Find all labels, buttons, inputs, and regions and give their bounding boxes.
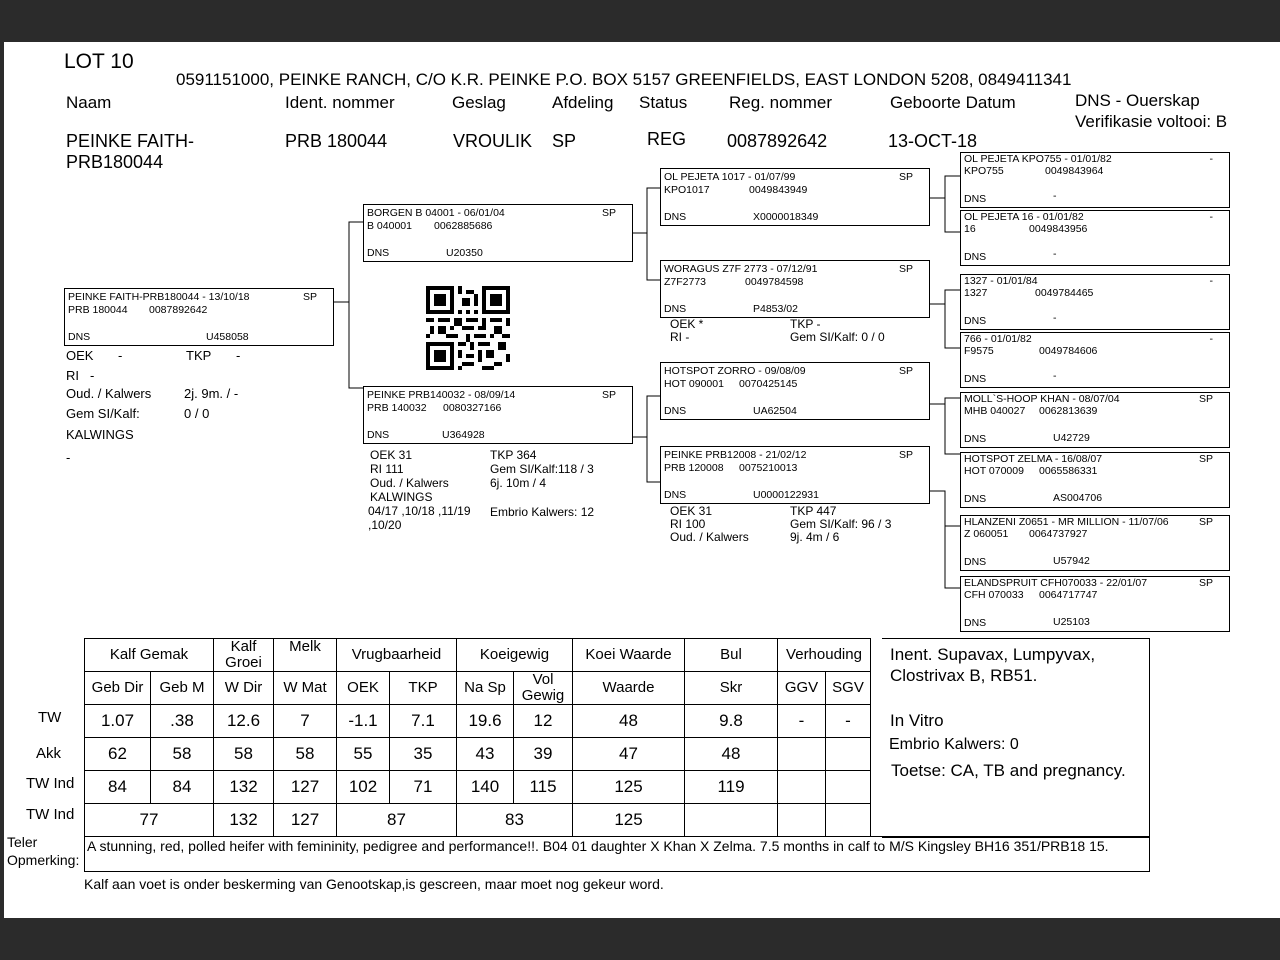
dam-age-label: Oud. / Kalwers xyxy=(370,476,449,490)
great-grandparent-box xyxy=(960,152,1230,208)
ggp-dns-label: DNS xyxy=(964,315,987,327)
great-grandparent-box xyxy=(960,210,1230,266)
subject-age-label: Oud. / Kalwers xyxy=(66,386,152,401)
subject-oek-value: - xyxy=(118,348,123,363)
dam-age-value: 6j. 10m / 4 xyxy=(490,476,547,490)
cell-akk xyxy=(778,738,826,771)
note-embrio: Embrio Kalwers: 0 xyxy=(889,736,1019,753)
gp-dam-age-value: 9j. 4m / 6 xyxy=(790,530,840,544)
subject-age-value: 2j. 9m. / - xyxy=(184,386,239,401)
animal-afdeling: SP xyxy=(552,131,577,151)
breeding-values-table xyxy=(84,638,871,837)
cell-tw-ind xyxy=(778,771,826,804)
gp-reg: 0049784598 xyxy=(745,276,804,288)
gp-ident: Z7F2773 xyxy=(664,276,707,288)
cell-tw-ind: 71 xyxy=(390,771,457,804)
animal-geslag: VROULIK xyxy=(453,131,533,151)
ggp-reg: 0049843964 xyxy=(1045,165,1104,177)
group-melk: Melk xyxy=(274,639,337,672)
ggp-division: SP xyxy=(1198,453,1213,465)
gp-reg: 0049843949 xyxy=(749,184,808,196)
ggp-reg: 0064717747 xyxy=(1039,589,1098,601)
table-row-tw xyxy=(85,705,871,738)
cell-tw-ind-combined: 125 xyxy=(573,804,685,837)
ggp-division: SP xyxy=(1198,393,1213,405)
gp-dns-value: P4853/02 xyxy=(753,303,798,315)
cell-tw-ind-combined xyxy=(685,804,778,837)
cell-tw-ind: 127 xyxy=(274,771,337,804)
cell-tw: 7 xyxy=(274,705,337,738)
grandparent-box xyxy=(660,362,930,420)
subject-tkp-value: - xyxy=(236,348,241,363)
grandparent-box xyxy=(660,260,930,318)
great-grandparent-box xyxy=(960,452,1230,508)
header-ident: Ident. nommer xyxy=(285,93,395,112)
subject-ri-value: - xyxy=(90,368,95,383)
cell-akk: 55 xyxy=(337,738,390,771)
col-skr: Skr xyxy=(685,672,778,705)
cell-tw-ind-combined: 77 xyxy=(85,804,214,837)
sire-dns-label: DNS xyxy=(367,247,390,259)
row-label-tw: TW xyxy=(38,709,62,726)
group-bul: Bul xyxy=(685,639,778,672)
cell-tw-ind-combined xyxy=(778,804,826,837)
subject-division: SP xyxy=(302,291,317,303)
cell-tw-ind: 84 xyxy=(85,771,151,804)
ggp-reg: 0064737927 xyxy=(1029,528,1088,540)
col-na-sp: Na Sp xyxy=(457,672,514,705)
cell-tw-ind: 125 xyxy=(573,771,685,804)
header-dns: DNS - Ouerskap xyxy=(1075,91,1200,110)
sire-dns-value: U20350 xyxy=(446,247,483,259)
ggp-reg: 0065586331 xyxy=(1039,465,1098,477)
dam-reg: 0080327166 xyxy=(443,402,502,414)
subject-gem-value: 0 / 0 xyxy=(184,406,210,421)
gp-dam-age-label: Oud. / Kalwers xyxy=(670,530,749,544)
header-reg: Reg. nommer xyxy=(729,93,832,112)
ggp-dns-value: U57942 xyxy=(1053,555,1090,567)
header-status: Status xyxy=(639,93,688,112)
cell-tw: - xyxy=(778,705,826,738)
col-geb-m: Geb M xyxy=(151,672,214,705)
grandparent-box xyxy=(660,168,930,226)
animal-name-line2: PRB180044 xyxy=(66,152,164,172)
row-label-akk: Akk xyxy=(36,745,62,762)
col-oek: OEK xyxy=(337,672,390,705)
gp-dns-label: DNS xyxy=(664,489,687,501)
ggp-dns-value: - xyxy=(1053,312,1057,324)
subject-ri-label: RI xyxy=(66,368,79,383)
gp-dns-label: DNS xyxy=(664,211,687,223)
cell-tw-ind: 115 xyxy=(514,771,573,804)
ggp-title: HOTSPOT ZELMA - 16/08/07 xyxy=(964,453,1103,465)
animal-ident: PRB 180044 xyxy=(285,131,388,151)
subject-kalwings-label: KALWINGS xyxy=(66,427,134,442)
gp-ident: KPO1017 xyxy=(664,184,710,196)
cell-tw-ind: 84 xyxy=(151,771,214,804)
cell-akk: 39 xyxy=(514,738,573,771)
cell-akk: 58 xyxy=(214,738,274,771)
ggp-title: OL PEJETA KPO755 - 01/01/82 xyxy=(964,153,1112,165)
dam-ri: RI 111 xyxy=(370,462,404,476)
ggp-division: - xyxy=(1209,275,1213,287)
sire-reg: 0062885686 xyxy=(434,220,493,232)
header-naam: Naam xyxy=(66,93,112,112)
ggp-ident: 1327 xyxy=(964,287,988,299)
gp-title: HOTSPOT ZORRO - 09/08/09 xyxy=(664,365,806,377)
note-inent-line2: Clostrivax B, RB51. xyxy=(890,666,1038,685)
cell-tw: 19.6 xyxy=(457,705,514,738)
notes-panel xyxy=(882,638,1150,838)
great-grandparent-box xyxy=(960,332,1230,388)
group-verhouding: Verhouding xyxy=(778,639,871,672)
header-dns-verify: Verifikasie voltooi: B xyxy=(1075,112,1228,131)
header-geslag: Geslag xyxy=(452,93,506,112)
subject-dns-label: DNS xyxy=(68,331,91,343)
header-afdeling: Afdeling xyxy=(552,93,614,112)
pedigree-sheet xyxy=(4,42,1280,918)
gp-ident: PRB 120008 xyxy=(664,462,724,474)
dam-dns-value: U364928 xyxy=(442,429,485,441)
cell-akk: 47 xyxy=(573,738,685,771)
animal-reg: 0087892642 xyxy=(727,131,828,151)
sire-title: BORGEN B 04001 - 06/01/04 xyxy=(367,207,505,219)
cell-tw-ind-combined: 132 xyxy=(214,804,274,837)
dam-oek: OEK 31 xyxy=(370,448,413,462)
cell-akk: 58 xyxy=(151,738,214,771)
viewer-bottom-bar xyxy=(0,918,1280,960)
ggp-division: - xyxy=(1209,153,1213,165)
ggp-division: SP xyxy=(1198,577,1213,589)
footer-note: Kalf aan voet is onder beskerming van Genootskap,is gescreen, maar moet nog gekeur word. xyxy=(84,876,664,892)
subject-pedigree-box xyxy=(64,288,334,346)
opmerking-label: Opmerking: xyxy=(7,852,80,868)
dam-title: PEINKE PRB140032 - 08/09/14 xyxy=(367,389,516,401)
dam-kalwings-label: KALWINGS xyxy=(370,490,433,504)
gp-division: SP xyxy=(898,263,913,275)
subject-dns-value: U458058 xyxy=(206,331,249,343)
lot-number: LOT 10 xyxy=(64,50,134,73)
gp-dns-label: DNS xyxy=(664,405,687,417)
ggp-dns-value: - xyxy=(1053,370,1057,382)
cell-akk: 58 xyxy=(274,738,337,771)
ggp-dns-value: - xyxy=(1053,190,1057,202)
ggp-dns-value: AS004706 xyxy=(1053,492,1103,504)
ggp-reg: 0049784606 xyxy=(1039,345,1098,357)
breeder-remark: A stunning, red, polled heifer with femininity, pedigree and performance!!. B04 01 daughter X Khan X Zelma. 7.5 months in calf to M/S Kingsley BH16 351/PRB18 15. xyxy=(84,836,1150,872)
table-row-tw-ind xyxy=(85,771,871,804)
gp-division: SP xyxy=(898,171,913,183)
dam-pedigree-box xyxy=(363,386,633,444)
dam-ident: PRB 140032 xyxy=(367,402,427,414)
ggp-ident: CFH 070033 xyxy=(964,589,1024,601)
table-row-tw-ind-combined xyxy=(85,804,871,837)
note-toetse: Toetse: CA, TB and pregnancy. xyxy=(891,761,1126,780)
ggp-dns-label: DNS xyxy=(964,617,987,629)
ggp-dns-label: DNS xyxy=(964,493,987,505)
gp-dns-value: X0000018349 xyxy=(753,211,819,223)
cell-tw: 12 xyxy=(514,705,573,738)
cell-tw-ind-combined: 127 xyxy=(274,804,337,837)
cell-tw-ind: 132 xyxy=(214,771,274,804)
subject-tkp-label: TKP xyxy=(186,348,212,363)
ggp-ident: MHB 040027 xyxy=(964,405,1026,417)
ggp-title: HLANZENI Z0651 - MR MILLION - 11/07/06 xyxy=(964,516,1169,528)
viewer-top-bar xyxy=(0,0,1280,42)
subject-oek-label: OEK xyxy=(66,348,94,363)
cell-akk xyxy=(826,738,871,771)
cell-akk: 35 xyxy=(390,738,457,771)
animal-name-line1: PEINKE FAITH- xyxy=(66,131,195,151)
ggp-ident: Z 060051 xyxy=(964,528,1009,540)
cell-tw: 9.8 xyxy=(685,705,778,738)
great-grandparent-box xyxy=(960,515,1230,571)
dam-kalwings-dates2: ,10/20 xyxy=(368,518,402,532)
cell-tw: - xyxy=(826,705,871,738)
subject-ident: PRB 180044 xyxy=(68,304,128,316)
cell-empty xyxy=(826,804,871,837)
qr-code-icon xyxy=(424,286,512,370)
note-inent-line1: Inent. Supavax, Lumpyvax, xyxy=(890,645,1096,664)
ggp-dns-value: U25103 xyxy=(1053,616,1090,628)
sire-division: SP xyxy=(601,207,616,219)
gp-dns-value: U0000122931 xyxy=(753,489,819,501)
dam-gem: Gem SI/Kalf:118 / 3 xyxy=(490,462,594,476)
cell-tw: .38 xyxy=(151,705,214,738)
col-sgv: SGV xyxy=(826,672,871,705)
great-grandparent-box xyxy=(960,274,1230,330)
col-geb-dir: Geb Dir xyxy=(85,672,151,705)
cell-tw: -1.1 xyxy=(337,705,390,738)
cell-akk: 62 xyxy=(85,738,151,771)
gp-dam-oek: OEK 31 xyxy=(670,504,713,518)
gp-title: OL PEJETA 1017 - 01/07/99 xyxy=(664,171,796,183)
group-koei-waarde: Koei Waarde xyxy=(573,639,685,672)
ggp-dns-label: DNS xyxy=(964,251,987,263)
ggp-ident: 16 xyxy=(964,223,976,235)
col-waarde: Waarde xyxy=(573,672,685,705)
ggp-ident: F9575 xyxy=(964,345,994,357)
ggp-reg: 0062813639 xyxy=(1039,405,1098,417)
ggp-title: ELANDSPRUIT CFH070033 - 22/01/07 xyxy=(964,577,1148,589)
cell-tw-ind-combined: 83 xyxy=(457,804,573,837)
group-kalf-gemak: Kalf Gemak xyxy=(85,639,214,672)
ggp-dns-label: DNS xyxy=(964,373,987,385)
cell-tw: 7.1 xyxy=(390,705,457,738)
ggp-title: 1327 - 01/01/84 xyxy=(964,275,1038,287)
group-vrugbaarheid: Vrugbaarheid xyxy=(337,639,457,672)
gp-dns-label: DNS xyxy=(664,303,687,315)
gp-dam-tkp: TKP 447 xyxy=(790,504,837,518)
great-grandparent-box xyxy=(960,392,1230,448)
dam-dns-label: DNS xyxy=(367,429,390,441)
gp-ri: RI - xyxy=(670,330,690,344)
col-vol-gewig: Vol Gewig xyxy=(514,672,573,705)
teler-label: Teler xyxy=(7,834,38,850)
ggp-dns-label: DNS xyxy=(964,433,987,445)
cell-tw-ind xyxy=(826,771,871,804)
seller-info: 0591151000, PEINKE RANCH, C/O K.R. PEINKE P.O. BOX 5157 GREENFIELDS, EAST LONDON 5208, 0849411341 xyxy=(176,70,1072,89)
dam-division: SP xyxy=(601,389,616,401)
subject-kalwings-value: - xyxy=(66,450,71,465)
gp-tkp: TKP - xyxy=(790,317,821,331)
cell-tw-ind: 119 xyxy=(685,771,778,804)
gp-division: SP xyxy=(898,365,913,377)
ggp-title: OL PEJETA 16 - 01/01/82 xyxy=(964,211,1084,223)
col-w-dir: W Dir xyxy=(214,672,274,705)
animal-geboorte: 13-OCT-18 xyxy=(888,131,978,151)
cell-tw-ind-combined: 87 xyxy=(337,804,457,837)
ggp-ident: KPO755 xyxy=(964,165,1004,177)
row-label-tw-ind-2: TW Ind xyxy=(26,806,75,823)
ggp-dns-label: DNS xyxy=(964,193,987,205)
ggp-ident: HOT 070009 xyxy=(964,465,1024,477)
gp-dam-ri: RI 100 xyxy=(670,517,706,531)
gp-reg: 0075210013 xyxy=(739,462,798,474)
ggp-title: 766 - 01/01/82 xyxy=(964,333,1032,345)
gp-ident: HOT 090001 xyxy=(664,378,724,390)
cell-tw-ind: 140 xyxy=(457,771,514,804)
gp-oek: OEK * xyxy=(670,317,704,331)
gp-title: WORAGUS Z7F 2773 - 07/12/91 xyxy=(664,263,818,275)
cell-tw: 12.6 xyxy=(214,705,274,738)
subject-title: PEINKE FAITH-PRB180044 - 13/10/18 xyxy=(68,291,250,303)
table-row-akk xyxy=(85,738,871,771)
row-label-tw-ind: TW Ind xyxy=(26,775,75,792)
cell-tw: 1.07 xyxy=(85,705,151,738)
group-koeigewig: Koeigewig xyxy=(457,639,573,672)
ggp-dns-label: DNS xyxy=(964,556,987,568)
ggp-reg: 0049843956 xyxy=(1029,223,1088,235)
ggp-division: SP xyxy=(1198,516,1213,528)
dam-embrio: Embrio Kalwers: 12 xyxy=(490,505,595,519)
animal-status: REG xyxy=(647,129,687,149)
sire-ident: B 040001 xyxy=(367,220,412,232)
gp-reg: 0070425145 xyxy=(739,378,798,390)
gp-gem: Gem SI/Kalf: 0 / 0 xyxy=(790,330,885,344)
ggp-reg: 0049784465 xyxy=(1035,287,1094,299)
gp-dns-value: UA62504 xyxy=(753,405,797,417)
header-geboorte: Geboorte Datum xyxy=(890,93,1016,112)
ggp-division: - xyxy=(1209,333,1213,345)
dam-tkp: TKP 364 xyxy=(490,448,537,462)
col-w-mat: W Mat xyxy=(274,672,337,705)
cell-akk: 43 xyxy=(457,738,514,771)
note-in-vitro: In Vitro xyxy=(890,711,944,730)
gp-title: PEINKE PRB12008 - 21/02/12 xyxy=(664,449,807,461)
gp-dam-gem: Gem SI/Kalf: 96 / 3 xyxy=(790,517,892,531)
great-grandparent-box xyxy=(960,576,1230,632)
ggp-division: - xyxy=(1209,211,1213,223)
sire-pedigree-box xyxy=(363,204,633,262)
col-tkp: TKP xyxy=(390,672,457,705)
ggp-dns-value: U42729 xyxy=(1053,432,1090,444)
group-kalf-groei: Kalf Groei xyxy=(214,639,274,672)
ggp-dns-value: - xyxy=(1053,248,1057,260)
cell-tw: 48 xyxy=(573,705,685,738)
ggp-title: MOLL`S-HOOP KHAN - 08/07/04 xyxy=(964,393,1120,405)
subject-gem-label: Gem SI/Kalf: xyxy=(66,406,140,421)
subject-reg: 0087892642 xyxy=(149,304,208,316)
cell-akk: 48 xyxy=(685,738,778,771)
grandparent-box xyxy=(660,446,930,504)
cell-tw-ind: 102 xyxy=(337,771,390,804)
col-ggv: GGV xyxy=(778,672,826,705)
gp-division: SP xyxy=(898,449,913,461)
dam-kalwings-dates1: 04/17 ,10/18 ,11/19 xyxy=(368,504,471,518)
